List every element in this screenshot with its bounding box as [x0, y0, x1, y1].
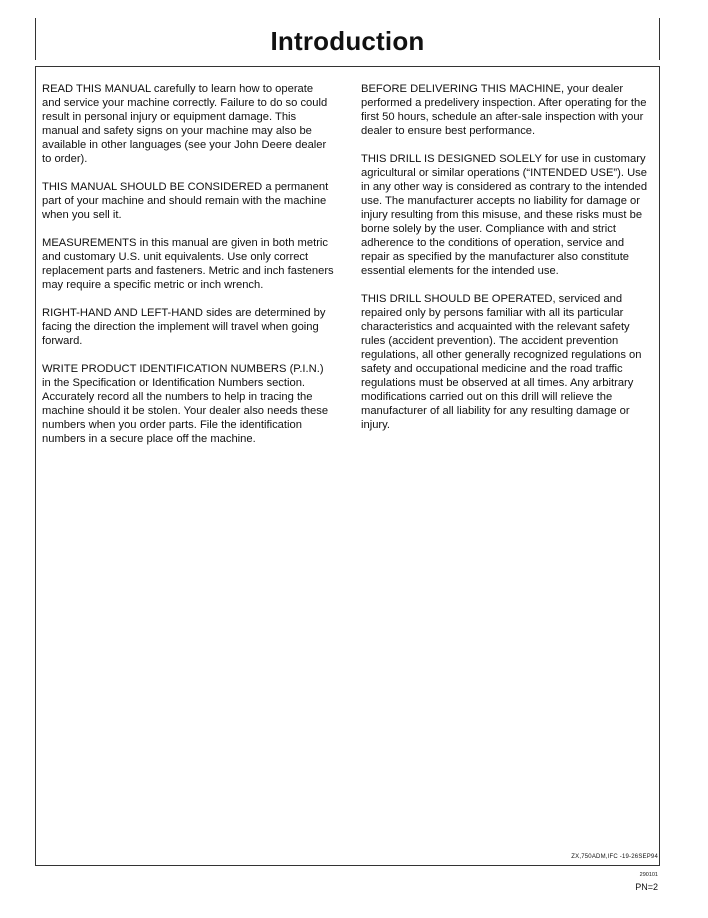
paragraph-measurements: MEASUREMENTS in this manual are given in both metric and customary U.S. unit equivalents. Use only correct replacement parts and fasteners. Metric and inch fasteners may require a specific metric or inch wrench. — [42, 237, 334, 291]
frame-footer-code: ZX,750ADM,IFC -19-26SEP94 — [571, 854, 658, 860]
paragraph-sides: RIGHT-HAND AND LEFT-HAND sides are determined by facing the direction the implement will travel when going forward. — [42, 307, 326, 347]
paragraph-predelivery: BEFORE DELIVERING THIS MACHINE, your dealer performed a predelivery inspection. After operating for the first 50 hours, schedule an after-sale inspection with your dealer to ensure best performance. — [361, 83, 647, 137]
paragraph-intended-use: THIS DRILL IS DESIGNED SOLELY for use in customary agricultural or similar operations (“INTENDED USE”). Use in any other way is considered as contrary to the intended use. The manufacturer accepts no liability for damage or injury resulting from this misuse, and these risks must be borne solely by the user. Compliance with and strict adherence to the conditions of operation, service and repair as specified by the manufacturer also constitute essential elements for the intended use. — [361, 153, 648, 277]
paragraph-pin: WRITE PRODUCT IDENTIFICATION NUMBERS (P.I.N.) in the Specification or Identification Numbers section. Accurately record all the numbers to help in tracing the machine should it be stolen. Your dealer also needs these numbers when you order parts. File the identification numbers in a secure place off the machine. — [42, 363, 329, 445]
right-column — [361, 82, 653, 446]
paragraph-read-manual: READ THIS MANUAL carefully to learn how to operate and service your machine correctly. Failure to do so could result in personal injury or equipment damage. This manual and safety signs on your machine may also be available in other languages (see your John Deere dealer to order). — [42, 83, 328, 165]
page-number: PN=2 — [635, 882, 658, 892]
page-title: Introduction — [270, 26, 425, 56]
paragraph-operation-safety: THIS DRILL SHOULD BE OPERATED, serviced and repaired only by persons familiar with all its particular characteristics and acquainted with the relevant safety rules (accident prevention). The accident prevention regulations, all other generally recognized regulations on safety and occupational medicine and the road traffic regulations must be observed at all times. Any arbitrary modifications carried out on this drill will relieve the manufacturer of all liability for any resulting damage or injury. — [361, 293, 642, 431]
page-code: 290101 — [639, 872, 658, 878]
left-column — [42, 82, 334, 460]
paragraph-manual-permanent: THIS MANUAL SHOULD BE CONSIDERED a permanent part of your machine and should remain with the machine when you sell it. — [42, 181, 329, 221]
